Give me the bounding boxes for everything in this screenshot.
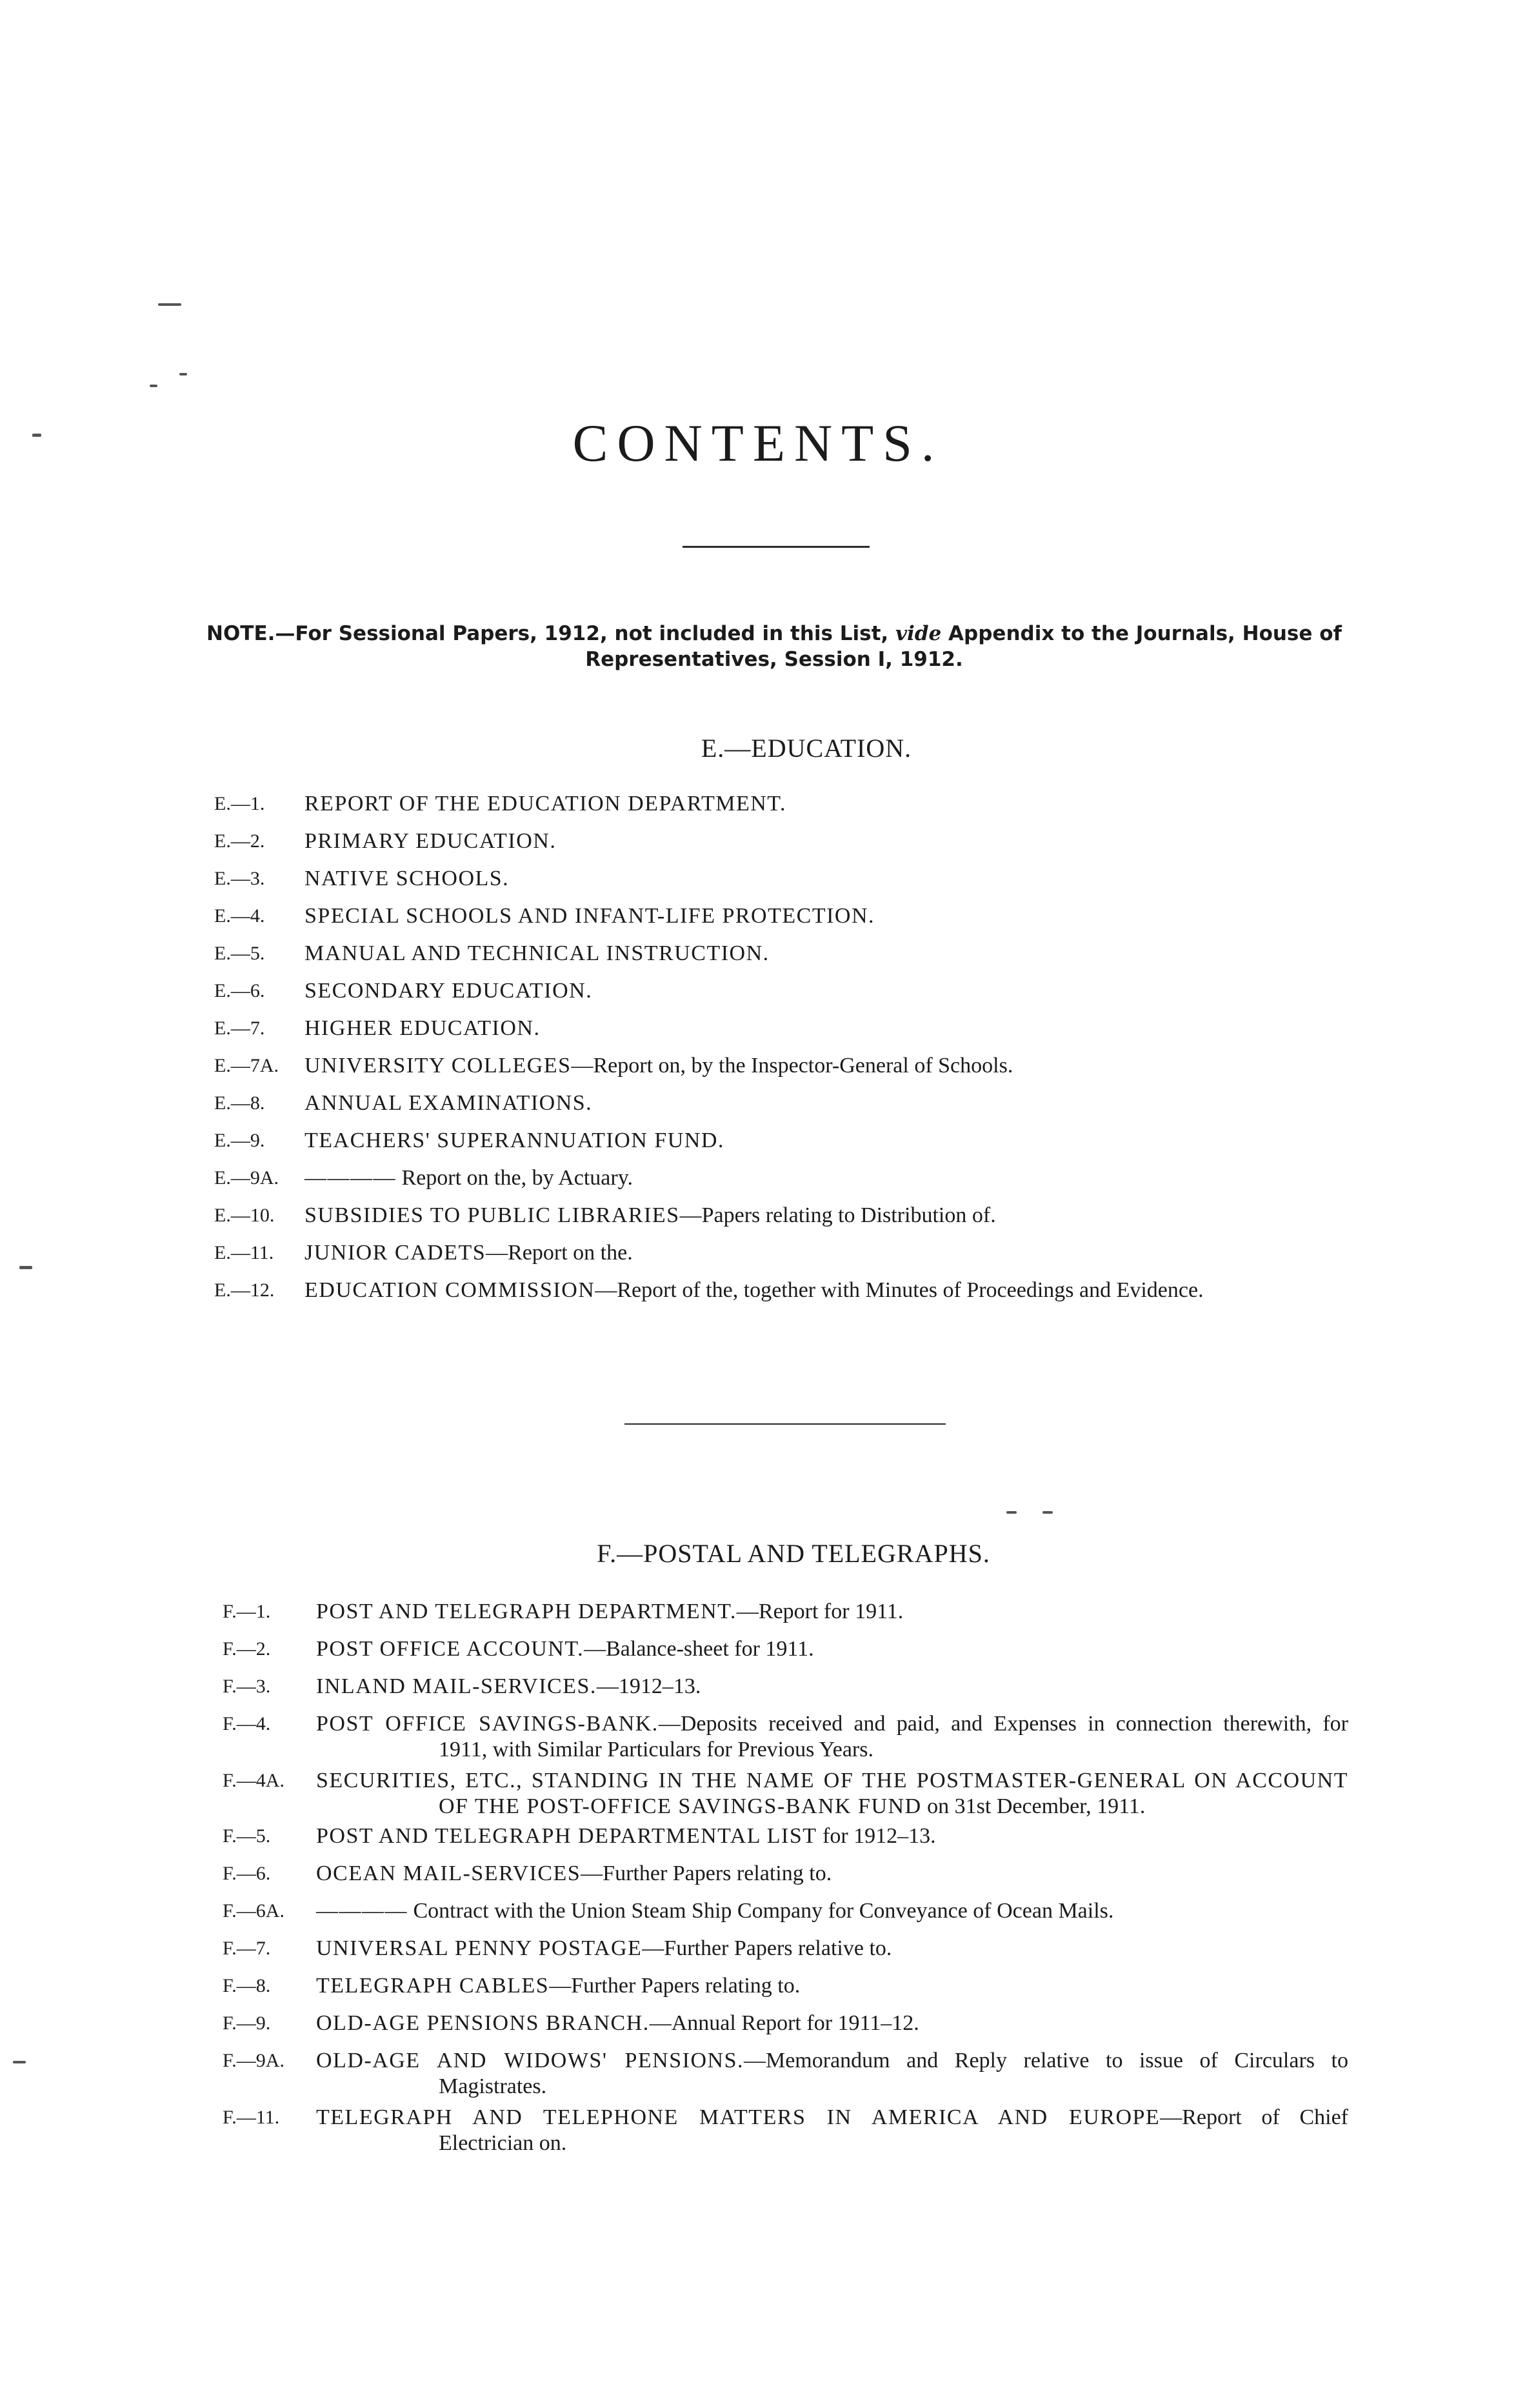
entry-text bbox=[316, 1936, 1348, 1962]
note-vide: vide bbox=[895, 622, 942, 645]
entry-text bbox=[304, 978, 1284, 1004]
entry-title: OLD-AGE PENSIONS BRANCH. bbox=[316, 2011, 650, 2035]
entry-description-continuation: Electrician on. bbox=[439, 2131, 567, 2155]
entry-text bbox=[304, 903, 1284, 929]
entry-text bbox=[316, 2048, 1348, 2100]
note-line-2: Representatives, Session I, 1912. bbox=[585, 648, 963, 671]
note-text-b: Appendix to the Journals, House of bbox=[948, 622, 1342, 645]
entry-text bbox=[304, 1053, 1284, 1079]
scan-speck bbox=[19, 1266, 32, 1269]
entry-code: E.—6. bbox=[214, 980, 265, 1001]
entry-title: SUBSIDIES TO PUBLIC LIBRARIES bbox=[304, 1203, 680, 1227]
note-label: NOTE. bbox=[206, 622, 275, 645]
note-line-1 bbox=[206, 621, 1342, 647]
entry-code: E.—7A. bbox=[214, 1055, 279, 1076]
title-rule bbox=[683, 546, 870, 548]
entry-title: OLD-AGE AND WIDOWS' PENSIONS. bbox=[316, 2049, 744, 2072]
entry-code: E.—2. bbox=[214, 830, 265, 852]
entry-title: HIGHER EDUCATION. bbox=[304, 1016, 541, 1040]
entry-code: F.—3. bbox=[223, 1676, 271, 1697]
entry-continuation bbox=[316, 2131, 1348, 2156]
entry-text bbox=[316, 1898, 1348, 1924]
entry-text bbox=[304, 1165, 1284, 1191]
entry-description: —Report on, by the Inspector-General of Schools. bbox=[571, 1054, 1013, 1078]
entry-text bbox=[304, 791, 1284, 817]
entry-code: F.—8. bbox=[223, 1975, 271, 1996]
scan-speck bbox=[1006, 1511, 1017, 1514]
entry-description: —Report of Chief bbox=[1160, 2105, 1348, 2129]
entry-description: —Further Papers relating to. bbox=[581, 1861, 832, 1885]
entry-title: SPECIAL SCHOOLS AND INFANT-LIFE PROTECTION. bbox=[304, 904, 875, 928]
entry-title: TELEGRAPH CABLES bbox=[316, 1974, 550, 1998]
entry-code: E.—7. bbox=[214, 1018, 265, 1039]
entry-code: F.—4. bbox=[223, 1713, 271, 1734]
entry-title: NATIVE SCHOOLS. bbox=[304, 867, 510, 890]
entry-code: E.—5. bbox=[214, 943, 265, 964]
entry-description: —Report for 1911. bbox=[736, 1600, 904, 1623]
entry-code: F.—6A. bbox=[223, 1900, 284, 1921]
section-divider bbox=[624, 1423, 946, 1425]
entry-text bbox=[304, 1128, 1284, 1154]
entry-title: EDUCATION COMMISSION bbox=[304, 1278, 595, 1302]
entry-description: —Annual Report for 1911–12. bbox=[649, 2011, 919, 2035]
entry-title: ———— bbox=[316, 1899, 408, 1923]
note-text-a: —For Sessional Papers, 1912, not included in this List, bbox=[275, 622, 889, 645]
entry-code: F.—5. bbox=[223, 1825, 271, 1847]
entry-text bbox=[304, 1240, 1284, 1266]
entry-description: —Memorandum and Reply relative to issue of Circulars to bbox=[743, 2049, 1348, 2072]
entry-code: E.—3. bbox=[214, 868, 265, 889]
entry-description: —Further Papers relating to. bbox=[549, 1974, 801, 1998]
entry-title: POST AND TELEGRAPH DEPARTMENT. bbox=[316, 1600, 737, 1623]
entry-code: E.—8. bbox=[214, 1092, 265, 1114]
entry-text bbox=[316, 1599, 1348, 1625]
entry-code: E.—12. bbox=[214, 1279, 275, 1301]
entry-title: PRIMARY EDUCATION. bbox=[304, 829, 557, 853]
entry-text bbox=[316, 1711, 1348, 1763]
entry-text bbox=[316, 1674, 1348, 1700]
entry-text bbox=[316, 1768, 1348, 1820]
entry-description-continuation: Magistrates. bbox=[439, 2074, 547, 2098]
entry-description: —Report of the, together with Minutes of Proceedings and Evidence. bbox=[595, 1278, 1204, 1302]
entry-code: E.—9. bbox=[214, 1130, 265, 1151]
entry-description-continuation: on 31st December, 1911. bbox=[921, 1794, 1146, 1818]
entry-code: F.—1. bbox=[223, 1601, 271, 1622]
entry-description: —Report on the. bbox=[486, 1241, 633, 1265]
entry-description: —Papers relating to Distribution of. bbox=[679, 1203, 996, 1227]
section-heading-education: E.—EDUCATION. bbox=[701, 734, 912, 763]
entry-description-continuation: 1911, with Similar Particulars for Previous Years. bbox=[439, 1738, 873, 1761]
entry-description: Contract with the Union Steam Ship Company for Conveyance of Ocean Mails. bbox=[408, 1899, 1114, 1923]
entry-title: POST OFFICE SAVINGS-BANK. bbox=[316, 1712, 659, 1736]
entry-code: F.—9. bbox=[223, 2012, 271, 2034]
entry-code: F.—6. bbox=[223, 1863, 271, 1884]
scan-speck bbox=[1042, 1511, 1053, 1514]
scan-speck bbox=[13, 2061, 26, 2063]
entry-continuation bbox=[316, 1737, 1348, 1763]
entry-text bbox=[316, 1823, 1348, 1849]
entry-code: F.—4A. bbox=[223, 1770, 284, 1791]
entry-title: SECONDARY EDUCATION. bbox=[304, 979, 593, 1003]
entry-text bbox=[316, 2105, 1348, 2156]
entry-title: TEACHERS' SUPERANNUATION FUND. bbox=[304, 1129, 724, 1152]
entry-text bbox=[304, 1016, 1284, 1041]
entry-title: TELEGRAPH AND TELEPHONE MATTERS IN AMERICA AND EUROPE bbox=[316, 2105, 1161, 2129]
entry-text bbox=[304, 941, 1284, 967]
entry-text bbox=[316, 1973, 1348, 1999]
section-heading-postal: F.—POSTAL AND TELEGRAPHS. bbox=[597, 1539, 990, 1568]
entry-title: UNIVERSITY COLLEGES bbox=[304, 1054, 572, 1078]
entry-code: E.—9A. bbox=[214, 1167, 279, 1189]
entry-text bbox=[304, 828, 1284, 854]
entry-description: —Deposits received and paid, and Expenses in connection therewith, for bbox=[658, 1712, 1348, 1736]
entry-text bbox=[304, 866, 1284, 892]
entry-description: —Balance-sheet for 1911. bbox=[584, 1637, 814, 1661]
entry-title-continuation: OF THE POST-OFFICE SAVINGS-BANK FUND bbox=[439, 1794, 922, 1818]
scan-speck bbox=[158, 303, 181, 306]
entry-title: ———— bbox=[304, 1166, 396, 1190]
entry-title: OCEAN MAIL-SERVICES bbox=[316, 1861, 581, 1885]
entry-code: E.—4. bbox=[214, 905, 265, 927]
page-title: CONTENTS. bbox=[572, 414, 944, 472]
entry-title: INLAND MAIL-SERVICES. bbox=[316, 1674, 597, 1698]
entry-text bbox=[304, 1203, 1284, 1229]
entry-code: F.—2. bbox=[223, 1638, 271, 1660]
entry-title: ANNUAL EXAMINATIONS. bbox=[304, 1091, 593, 1115]
entry-code: E.—11. bbox=[214, 1242, 274, 1263]
entry-continuation bbox=[316, 1794, 1348, 1820]
entry-code: F.—11. bbox=[223, 2107, 280, 2128]
scan-speck bbox=[179, 373, 187, 376]
entry-code: F.—9A. bbox=[223, 2050, 284, 2071]
entry-title: REPORT OF THE EDUCATION DEPARTMENT. bbox=[304, 792, 787, 816]
entry-code: F.—7. bbox=[223, 1938, 271, 1959]
entry-description: —Further Papers relative to. bbox=[642, 1936, 892, 1960]
entry-text bbox=[316, 1861, 1348, 1887]
entry-title: POST AND TELEGRAPH DEPARTMENTAL LIST bbox=[316, 1824, 817, 1848]
entry-continuation bbox=[316, 2074, 1348, 2100]
entry-text bbox=[316, 2011, 1348, 2036]
note-paragraph bbox=[206, 621, 1342, 672]
entry-description: for 1912–13. bbox=[817, 1824, 936, 1848]
entry-text bbox=[304, 1278, 1284, 1303]
entry-title: SECURITIES, ETC., STANDING IN THE NAME OF THE POSTMASTER-GENERAL ON ACCOUNT bbox=[316, 1769, 1348, 1792]
entry-text bbox=[304, 1090, 1284, 1116]
entry-title: POST OFFICE ACCOUNT. bbox=[316, 1637, 584, 1661]
entry-title: MANUAL AND TECHNICAL INSTRUCTION. bbox=[304, 941, 770, 965]
entry-code: E.—10. bbox=[214, 1205, 275, 1226]
entry-title: JUNIOR CADETS bbox=[304, 1241, 486, 1265]
entry-text bbox=[316, 1636, 1348, 1662]
entry-title: UNIVERSAL PENNY POSTAGE bbox=[316, 1936, 643, 1960]
scan-speck bbox=[32, 434, 41, 437]
scan-speck bbox=[150, 385, 157, 387]
entry-description: Report on the, by Actuary. bbox=[396, 1166, 633, 1190]
entry-description: —1912–13. bbox=[596, 1674, 701, 1698]
entry-code: E.—1. bbox=[214, 793, 265, 814]
